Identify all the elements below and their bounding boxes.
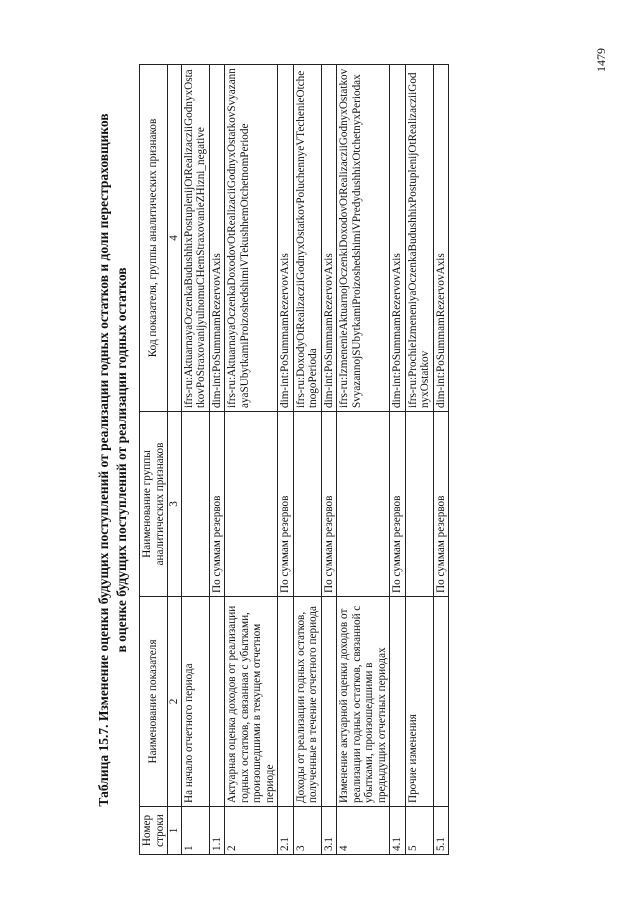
row-number: 3.1	[321, 807, 337, 855]
indicator-name	[390, 597, 406, 807]
indicator-name: Доходы от реализации годных остатков, полученные в течение отчетного периода	[293, 597, 321, 807]
group-name: По суммам резервов	[390, 412, 406, 597]
column-number: 1	[168, 807, 182, 855]
indicator-name: Изменение актуарной оценки доходов от реализации годных остатков, связанной с убытками, произошедшими в предыдущих отчетных периодах	[337, 597, 390, 807]
column-number: 4	[168, 65, 182, 412]
table-row	[209, 65, 225, 855]
row-number: 2.1	[278, 807, 294, 855]
row-number: 1.1	[209, 807, 225, 855]
column-number-row	[168, 65, 182, 855]
group-name: По суммам резервов	[321, 412, 337, 597]
group-name	[293, 412, 321, 597]
row-number: 4	[337, 807, 390, 855]
column-number: 3	[168, 412, 182, 597]
row-number: 2	[225, 807, 278, 855]
rotated-page-content	[95, 65, 449, 855]
table-row	[405, 65, 433, 855]
table-row	[433, 65, 449, 855]
page-number: 1479	[594, 48, 608, 72]
group-name	[225, 412, 278, 597]
table-row	[225, 65, 278, 855]
header-indicator-name: Наименование показателя	[140, 597, 168, 807]
indicator-code: ifrs-ru:AktuarnayaOczenkaDoxodovOtRealizaciiGodnyxOstatkovSvyazannayaSUbytkamiProizoshedshimiVTekushhemOtchetnomPeriode	[225, 65, 278, 412]
table-row	[278, 65, 294, 855]
indicator-name: На начало отчетного периода	[181, 597, 209, 807]
indicator-code: dim-int:PoSummamRezervovAxis	[209, 65, 225, 412]
indicator-code: dim-int:PoSummamRezervovAxis	[278, 65, 294, 412]
header-group-name: Наименование группы аналитических признаков	[140, 412, 168, 597]
indicator-name	[433, 597, 449, 807]
indicator-code: dim-int:PoSummamRezervovAxis	[390, 65, 406, 412]
row-number: 1	[181, 807, 209, 855]
header-row	[140, 65, 168, 855]
group-name	[181, 412, 209, 597]
group-name: По суммам резервов	[278, 412, 294, 597]
indicator-code: dim-int:PoSummamRezervovAxis	[433, 65, 449, 412]
caption-line-2: в оценке будущих поступлений от реализации годных остатков	[114, 267, 129, 653]
caption-line-1: Таблица 15.7. Изменение оценки будущих поступлений от реализации годных остатков и доли перестраховщиков	[96, 113, 111, 807]
row-number: 5	[405, 807, 433, 855]
table-row	[293, 65, 321, 855]
header-code: Код показателя, группы аналитических признаков	[140, 65, 168, 412]
indicator-name: Актуарная оценка доходов от реализации годных остатков, связанная с убытками, произошедшими в текущем отчетном периоде	[225, 597, 278, 807]
indicator-name: Прочие изменения	[405, 597, 433, 807]
indicator-code: ifrs-ru:ProchieIzmeneniyaOczenkaBudushhixPostuplenijOtRealizacziiGodnyxOstatkov	[405, 65, 433, 412]
indicator-table	[139, 64, 449, 855]
table-row	[321, 65, 337, 855]
row-number: 5.1	[433, 807, 449, 855]
indicator-name	[278, 597, 294, 807]
table-row	[337, 65, 390, 855]
table-row	[181, 65, 209, 855]
indicator-code: dim-int:PoSummamRezervovAxis	[321, 65, 337, 412]
table-row	[390, 65, 406, 855]
row-number: 4.1	[390, 807, 406, 855]
group-name	[405, 412, 433, 597]
indicator-name	[209, 597, 225, 807]
row-number: 3	[293, 807, 321, 855]
group-name: По суммам резервов	[209, 412, 225, 597]
indicator-code: ifrs-ru:AktuarnayaOczenkaBudushhixPostuplenijOtRealizacziiGodnyxOstatkovPoStraxovanijyulnomuCHemStraxovanieZHizni_negative	[181, 65, 209, 412]
header-row-number: Номер строки	[140, 807, 168, 855]
indicator-code: ifrs-ru:IzmenenieAktuarnojOczenkiDoxodovOtRealizacziiGodnyxOstatkovSvyazannojSUbytkamiProizoshedshimiVPredydushhixOtchetnyxPeriodax	[337, 65, 390, 412]
indicator-code: ifrs-ru:DoxodyOtRealizacziiGodnyxOstatkovPoluchennyeVTechenieOtchetnogoPerioda	[293, 65, 321, 412]
indicator-name	[321, 597, 337, 807]
table-caption	[95, 65, 131, 855]
column-number: 2	[168, 597, 182, 807]
group-name: По суммам резервов	[433, 412, 449, 597]
group-name	[337, 412, 390, 597]
